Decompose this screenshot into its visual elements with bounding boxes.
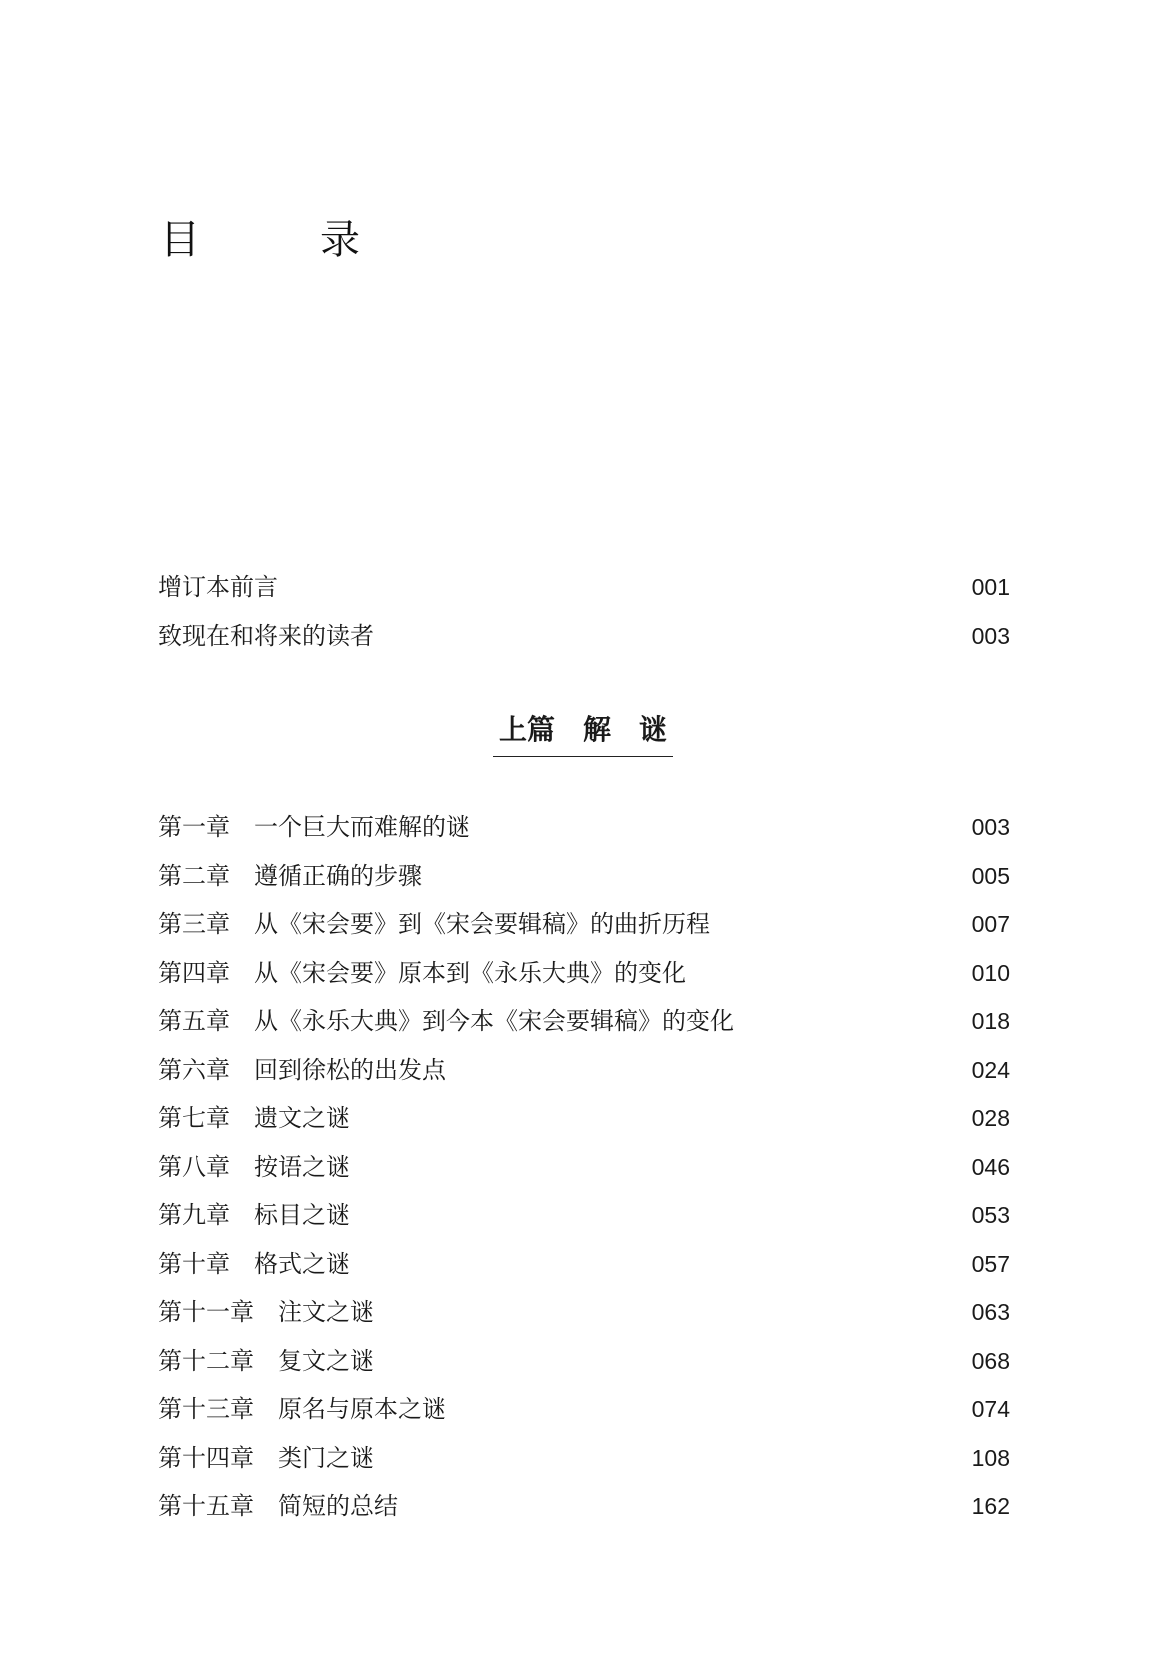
- chapter-title: 原名与原本之谜: [278, 1395, 446, 1423]
- chapter-page: 010: [971, 959, 1010, 986]
- chapter-title: 注文之谜: [278, 1298, 374, 1326]
- chapter-page: 018: [971, 1008, 1010, 1034]
- toc-chapter: [158, 949, 1010, 998]
- chapter-page: 057: [971, 1250, 1010, 1277]
- chapter-page: 068: [971, 1347, 1010, 1374]
- chapter-number: 第九章: [158, 1201, 230, 1229]
- toc-chapter: [158, 852, 1010, 901]
- chapter-page: 063: [971, 1299, 1010, 1325]
- chapter-page: 053: [971, 1202, 1010, 1228]
- toc-chapter: [158, 1240, 1010, 1289]
- toc-chapter: [158, 1046, 1010, 1095]
- chapter-number: 第一章: [158, 813, 230, 841]
- toc-chapter: [158, 1482, 1010, 1531]
- chapter-number: 第十二章: [158, 1346, 254, 1375]
- toc-entry-title: 增订本前言: [158, 573, 278, 601]
- chapter-number: 第四章: [158, 958, 230, 987]
- toc-chapter: [158, 1337, 1010, 1386]
- chapter-title: 简短的总结: [278, 1492, 398, 1520]
- chapter-title: 从《永乐大典》到今本《宋会要辑稿》的变化: [254, 1007, 734, 1035]
- chapter-title: 从《宋会要》原本到《永乐大典》的变化: [254, 958, 686, 987]
- toc-chapter: [158, 1191, 1010, 1240]
- chapter-page: 162: [971, 1493, 1010, 1519]
- toc-entry-to-readers: [158, 612, 1010, 661]
- chapter-title: 遵循正确的步骤: [254, 861, 422, 890]
- toc-entry-page: 003: [971, 622, 1010, 649]
- chapter-title: 按语之谜: [254, 1152, 350, 1181]
- chapter-number: 第二章: [158, 861, 230, 890]
- toc-chapter: [158, 1094, 1010, 1143]
- chapter-title: 遗文之谜: [254, 1104, 350, 1132]
- chapter-list: [158, 803, 1010, 1531]
- page-title: 目 录: [160, 217, 400, 263]
- toc-chapter: [158, 1385, 1010, 1434]
- chapter-page: 007: [971, 911, 1010, 937]
- chapter-number: 第三章: [158, 910, 230, 938]
- chapter-number: 第五章: [158, 1007, 230, 1035]
- chapter-page: 108: [971, 1444, 1010, 1471]
- toc-entry-page: 001: [971, 574, 1010, 600]
- front-matter-list: [158, 563, 1010, 660]
- chapter-page: 003: [971, 814, 1010, 840]
- chapter-page: 046: [971, 1153, 1010, 1180]
- toc-entry-title: 致现在和将来的读者: [158, 621, 374, 650]
- chapter-number: 第十三章: [158, 1395, 254, 1423]
- chapter-title: 从《宋会要》到《宋会要辑稿》的曲折历程: [254, 910, 710, 938]
- toc-entry-preface: [158, 563, 1010, 612]
- chapter-number: 第十四章: [158, 1443, 254, 1472]
- chapter-page: 024: [971, 1056, 1010, 1083]
- chapter-number: 第十五章: [158, 1492, 254, 1520]
- chapter-page: 005: [971, 862, 1010, 889]
- chapter-number: 第六章: [158, 1055, 230, 1084]
- chapter-number: 第十一章: [158, 1298, 254, 1326]
- chapter-number: 第十章: [158, 1249, 230, 1278]
- toc-chapter: [158, 997, 1010, 1046]
- chapter-title: 复文之谜: [278, 1346, 374, 1375]
- toc-chapter: [158, 1288, 1010, 1337]
- chapter-title: 回到徐松的出发点: [254, 1055, 446, 1084]
- chapter-title: 格式之谜: [254, 1249, 350, 1278]
- toc-chapter: [158, 900, 1010, 949]
- toc-chapter: [158, 803, 1010, 852]
- chapter-number: 第八章: [158, 1152, 230, 1181]
- chapter-title: 一个巨大而难解的谜: [254, 813, 470, 841]
- chapter-page: 074: [971, 1396, 1010, 1422]
- toc-chapter: [158, 1434, 1010, 1483]
- section-heading: 上篇 解 谜: [493, 708, 673, 757]
- chapter-number: 第七章: [158, 1104, 230, 1132]
- toc-chapter: [158, 1143, 1010, 1192]
- chapter-title: 标目之谜: [254, 1201, 350, 1229]
- chapter-page: 028: [971, 1105, 1010, 1131]
- chapter-title: 类门之谜: [278, 1443, 374, 1472]
